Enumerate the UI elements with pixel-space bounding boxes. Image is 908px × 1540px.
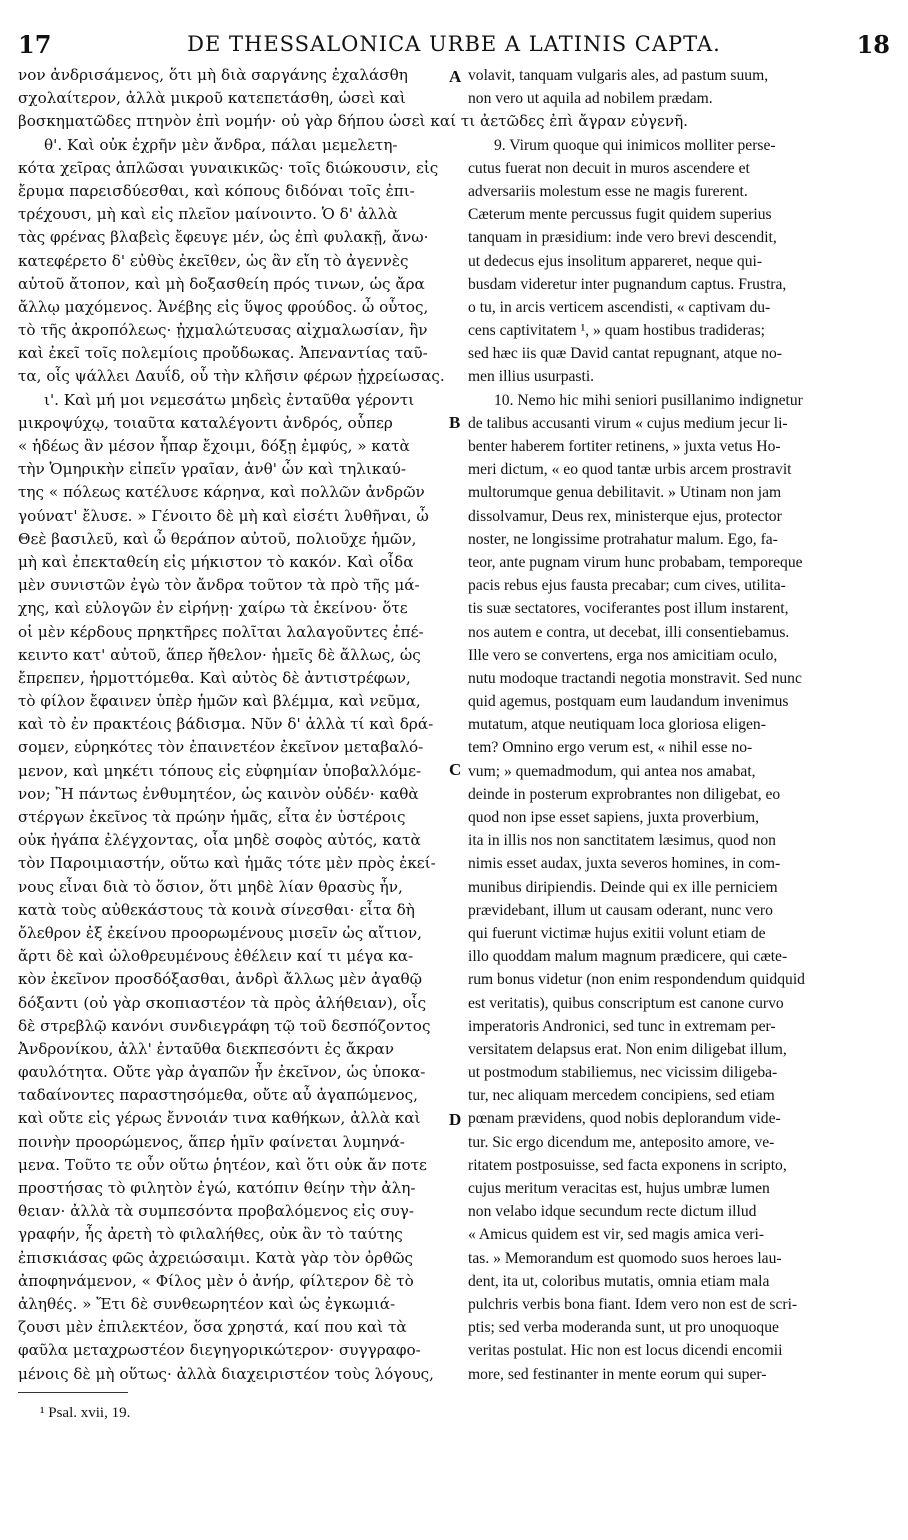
text-line: dent, ita ut, coloribus mutatis, omnia etiam mala [468, 1272, 770, 1290]
margin-marker-a: A [449, 67, 462, 86]
text-line: ut postmodum stabiliemus, nec vicissim diligeba- [468, 1064, 778, 1082]
text-line: τὸ φίλον ἔφαινεν ὑπὲρ ἡμῶν καὶ βλέμμα, καὶ νεῦμα, [18, 692, 421, 711]
text-line: men illius usurpasti. [468, 368, 595, 386]
page-number-right: 18 [856, 30, 890, 59]
text-line: multorumque genua debilitavit. » Utinam non jam [468, 484, 782, 502]
text-line: καὶ ἐκεῖ τοῖς πολεμίοις προὔδωκας. Ἀπεναντίας ταῦ- [18, 344, 428, 363]
text-line: Θεὲ βασιλεῦ, καὶ ὦ θεράπον αὐτοῦ, πολιοῦχε ἡμῶν, [18, 529, 417, 548]
text-line: qui fuerunt victimæ hujus exitii volunt etiam de [468, 924, 766, 942]
text-line: o tu, in arcis verticem ascendisti, « captivam du- [468, 298, 771, 316]
text-line: non vero ut aquila ad nobilem prædam. [468, 90, 713, 108]
text-line: οὐκ ἠγάπα ἐλέγχοντας, οἷα μηδὲ σοφὸς αὐτός, κατὰ [18, 831, 421, 850]
text-line: illo quoddam malum magnum prædicere, qui cæte- [468, 948, 788, 966]
text-line: cutus fuerat non decuit in muros ascendere et [468, 159, 750, 177]
text-line: rum bonus videtur (non enim respondendum quidquid [468, 971, 805, 989]
text-line: busdam videretur inter pugnandum captus. Frustra, [468, 275, 787, 293]
text-line: tis suæ sectatores, vociferantes post illum instarent, [468, 600, 789, 618]
text-line: pœnam prævidens, quod nobis deplorandum vide- [468, 1110, 781, 1128]
page-number-left: 17 [18, 30, 52, 59]
text-line: ut dedecus ejus insolitum appareret, neque qui- [468, 252, 763, 270]
footnote: ¹ Psal. xvii, 19. [40, 1405, 131, 1421]
text-line: vum; » quemadmodum, qui antea nos amabat, [468, 762, 756, 780]
text-line: mutatum, atque neutiquam loca gloriosa eligen- [468, 716, 766, 734]
margin-marker-c: C [449, 760, 462, 779]
text-line: τα, οἷς ψάλλει Δαυΐδ, οὗ τὴν κλῆσιν φέρων ᾐχρείωσας. [18, 367, 445, 386]
text-line: tur, nec aliquam mercedem concipiens, sed etiam [468, 1087, 775, 1105]
text-line: Cæterum mente percussus fugit quidem superius [468, 206, 772, 224]
text-line: μενον, καὶ μηκέτι τόπους εἰς εὐφημίαν ὑποβαλλόμε- [18, 761, 422, 780]
text-line: benter haberem fortiter retinens, » juxta vetus Ho- [468, 438, 781, 455]
text-line: prævidebant, illum ut causam oderant, nunc vero [468, 901, 773, 919]
text-line: ζουσι μὲν ἐπιλεκτέον, ὅσα χρηστά, καί που καὶ τὰ [18, 1318, 407, 1337]
text-line: γραφήν, ἧς ἀρετὴ τὸ φιλαλήθες, οὐκ ἂν τὸ ταύτης [18, 1225, 403, 1244]
text-line: pulchris verbis bona fiant. Idem vero non est de scri- [468, 1295, 798, 1313]
text-line: adversariis molestum esse ne magis furerent. [468, 182, 748, 200]
text-line: κειντο κατ' αὐτοῦ, ἅπερ ἤθελον· ἡμεῖς δὲ ἄλλως, ὡς [18, 645, 421, 664]
text-line: καὶ τὸ ἐν πρακτέοις βάδισμα. Νῦν δ' ἀλλὰ τί καὶ δρά- [18, 715, 434, 734]
text-line: ἔπρεπεν, ἡρμοττόμεθα. Καὶ αὐτὸς δὲ ἀντιστρέφων, [18, 668, 411, 687]
latin-text-column [468, 64, 896, 1386]
text-line: tanquam in præsidium: inde vero brevi descendit, [468, 229, 777, 247]
text-line: nos autem e contra, ut decebat, illi consentiebamus. [468, 623, 790, 641]
text-line: sed hæc iis quæ David cantat repugnant, atque no- [468, 345, 782, 363]
text-line: ritatem postposuisse, sed facta exponens in scripto, [468, 1156, 787, 1174]
text-line: ἀποφηνάμενον, « Φίλος μὲν ὁ ἀνήρ, φίλτερον δὲ τὸ [18, 1271, 414, 1290]
text-line: της « πόλεως κατέλυσε κάρηνα, καὶ πολλῶν ἀνδρῶν [18, 483, 425, 502]
text-line: αὐτοῦ ἄτοπον, καὶ μὴ δοξασθείη πρός τινων, ὡς ἄρα [18, 274, 425, 293]
text-line: στέργων ἐκεῖνος τὰ πρώην ἡμᾶς, εἶτα ἐν ὑστέροις [18, 808, 406, 826]
text-line: versitatem delapsus erat. Non enim diligebat illum, [468, 1040, 787, 1058]
text-line: non velabo idque secundum recte dictum illud [468, 1203, 757, 1221]
text-line: veritas postulat. Hic non est locus dicendi encomii [468, 1342, 783, 1360]
text-line: tem? Omnino ergo verum est, « nihil esse no- [468, 739, 753, 757]
margin-marker-d: D [449, 1110, 462, 1129]
text-line: σχολαίτερον, ἀλλὰ μικροῦ κατεπετάσθη, ὡσεὶ καὶ [18, 89, 406, 108]
text-line: προστήσας τὸ φιλητὸν ἐγώ, κατόπιν θείην τὴν ἀλη- [18, 1179, 416, 1197]
text-line: nutu modoque tractandi negotia monstravit. Sed nunc [468, 669, 802, 687]
text-line: κότα χεῖρας ἁπλῶσαι γυναικικῶς· τοῖς διώκουσιν, εἰς [18, 158, 439, 177]
text-line: μὴ καὶ ἐπεκταθείη εἰς μήκιστον τὸ κακόν. Καὶ οἶδα [18, 552, 414, 571]
text-line: est veritatis), quibus conscriptum est canone curvo [468, 994, 784, 1012]
text-line: μένοις δὲ μὴ οὕτως· ἀλλὰ διαχειριστέον τοὺς λόγους, [18, 1364, 435, 1383]
text-line: 9. Virum quoque qui inimicos molliter perse- [494, 136, 776, 154]
text-line [468, 110, 896, 133]
text-line: τὸ τῆς ἀκροπόλεως· ᾐχμαλώτευσας αἰχμαλωσίαν, ἣν [18, 321, 428, 340]
text-line: de talibus accusanti virum « cujus medium jecur li- [468, 414, 788, 432]
text-line: tas. » Memorandum est quomodo suos heroes lau- [468, 1249, 782, 1267]
text-line: χης, καὶ εὐλογῶν ἐν εἰρήνῃ· χαίρω τὰ ἐκείνου· ὅτε [18, 599, 408, 618]
text-line: μὲν συνιστῶν ἐγὼ τὸν ἄνδρα τοῦτον τὰ πρὸ τῆς μά- [18, 576, 420, 595]
text-line: « Amicus quidem est vir, sed magis amica veri- [468, 1226, 765, 1244]
text-line: ταδαίνοντες παραστησόμεθα, οὔτε αὖ ἀγαπώμενος, [18, 1086, 419, 1105]
text-line: Ἀνδρονίκου, ἀλλ' ἐνταῦθα διεκπεσόντι ἐς ἄκραν [18, 1039, 395, 1058]
text-line: 10. Nemo hic mihi seniori pusillanimo indignetur [494, 391, 803, 409]
footnote-rule [18, 1392, 128, 1393]
text-line: « ἡδέως ἂν μέσον ἧπαρ ἔχοιμι, δόξῃ ἐμφύς, » κατὰ [18, 437, 410, 455]
text-line: cens captivitatem ¹, » quam hostibus tradideras; [468, 322, 765, 340]
text-line: ι'. Καὶ μή μοι νεμεσάτω μηδεὶς ἐνταῦθα γέροντι [44, 390, 415, 409]
text-line: καὶ οὔτε εἰς γέρως ἔννοιάν τινα καθήκων, ἀλλὰ καὶ [18, 1109, 421, 1128]
text-line: τὰς φρένας βλαβεὶς ἔφευγε μέν, ὡς ἐπὶ φυλακῇ, ἄνω· [18, 228, 429, 247]
text-line: meri dictum, « eo quod tantæ urbis arcem prostravit [468, 461, 792, 479]
text-line: munibus diripiendis. Deinde qui ex ille perniciem [468, 878, 778, 896]
text-line: νον; Ἢ πάντως ἐνθυμητέον, ὡς καινὸν οὐδέν· καθὰ [18, 784, 419, 803]
text-line: cujus meritum veracitas est, hujus umbræ lumen [468, 1180, 770, 1197]
text-line: teor, ante pugnam virum hunc probabam, temporeque [468, 553, 803, 571]
text-line: noster, ne longissime protrahatur malum. Ego, fa- [468, 530, 778, 548]
text-line: more, sed festinanter in mente eorum qui super- [468, 1365, 767, 1383]
text-line: βοσκηματῶδες πτηνὸν ἐπὶ νομήν· οὐ γὰρ δήπου ὡσεὶ καί τι ἀετῶδες ἐπὶ ἄγραν εὐγενῆ. [18, 112, 689, 131]
text-line: θειαν· ἀλλὰ τὰ συμπεσόντα προβαλόμενος εἰς συγ- [18, 1202, 415, 1221]
text-line: ἄλλῳ μαχόμενος. Ἀνέβης εἰς ὕψος φρούδος. ὦ οὗτος, [18, 297, 429, 316]
text-line: οἱ μὲν κέρδους πρηκτῆρες πολῖται λαλαγοῦντες ἐπέ- [18, 622, 424, 641]
text-line: ἔρυμα παρεισδύεσθαι, καὶ κόπους διδόναι τοῖς ἐπι- [18, 181, 415, 200]
text-line: ἀληθές. » Ἔτι δὲ συνθεωρητέον καὶ ὡς ἐγκωμιά- [18, 1294, 396, 1313]
text-line: νον ἀνδρισάμενος, ὅτι μὴ διὰ σαργάνης ἐχαλάσθη [18, 66, 408, 84]
text-line: τὸν Παροιμιαστήν, οὕτω καὶ ἡμᾶς τότε μὲν πρὸς ἐκεί- [18, 854, 436, 873]
text-line: δόξαντι (οὐ γὰρ σκοπιαστέον τὰ πρὸς ἀλήθειαν), οἷς [18, 993, 427, 1012]
text-line: quid agemus, postquam eum laudandum invenimus [468, 693, 789, 711]
text-line: τὴν Ὁμηρικὴν εἰπεῖν γραῖαν, ἀνθ' ὧν καὶ τηλικαύ- [18, 460, 406, 479]
text-line: tur. Sic ergo dicendum me, anteposito amore, ve- [468, 1133, 775, 1151]
text-line: nimis esset audax, juxta severos homines, in com- [468, 855, 781, 873]
text-line: dissolvamur, Deus rex, ministerque ejus, protector [468, 507, 782, 525]
text-line: imperatoris Andronici, sed tunc in extremam per- [468, 1017, 776, 1035]
text-line: deinde in posterum exprobrantes non diligebat, eo [468, 785, 781, 803]
text-line: quod non ipse esset sapiens, juxta proverbium, [468, 809, 760, 826]
text-line: κατὰ τοὺς αὐθεκάστους τὰ κοινὰ σίνεσθαι· εἶτα δὴ [18, 900, 415, 919]
text-line: ita in illis nos non sanctitatem læsimus, quod non [468, 832, 776, 850]
text-line: μενα. Τοῦτο τε οὖν οὕτω ῥητέον, καὶ ὅτι οὐκ ἄν ποτε [18, 1155, 427, 1174]
text-line: volavit, tanquam vulgaris ales, ad pastum suum, [468, 67, 769, 84]
text-line: φαυλότητα. Οὔτε γὰρ ἀγαπῶν ἦν ἐκεῖνον, ὡς ὑποκα- [18, 1063, 426, 1082]
margin-marker-b: B [449, 413, 461, 432]
text-line: φαῦλα μεταχρωστέον διεγηγορικώτερον· συγγραφο- [18, 1341, 421, 1360]
text-line: νους εἶναι διὰ τὸ ὅσιον, ὅτι μηδὲ λίαν θρασὺς ἦν, [18, 877, 403, 896]
text-line: μικροψύχῳ, τοιαῦτα καταλέγοντι ἀνδρός, οὗπερ [18, 413, 393, 432]
text-line: ὄλεθρον ἐξ ἐκείνου προορωμένους μισεῖν ὡς αἴτιον, [18, 923, 422, 942]
text-line: θ'. Καὶ οὐκ ἐχρῆν μὲν ἄνδρα, πάλαι μεμελετη- [44, 135, 398, 154]
text-line: τρέχουσι, μὴ καὶ εἰς πλεῖον μαίνοιντο. Ὁ δ' ἀλλὰ [18, 205, 398, 224]
text-line: ptis; sed verba moderanda sunt, ut pro unoquoque [468, 1319, 779, 1337]
running-title: DE THESSALONICA URBE A LATINIS CAPTA. [187, 32, 721, 56]
text-line: κὸν ἐκεῖνον προσδόξασθαι, ἀνδρὶ ἄλλως μὲν ἀγαθῷ [18, 970, 423, 989]
text-line: κατεφέρετο δ' εὐθὺς ἐκεῖθεν, ὡς ἂν εἴη τὸ ἀγεννὲς [18, 251, 409, 270]
text-line: ἄρτι δὲ καὶ ὠλοθρευμένους ἐθέλειν καί τι μέγα κα- [18, 947, 414, 966]
text-line: ἐπισκιάσας φῶς ἀχρειώσαιμι. Κατὰ γὰρ τὸν ὀρθῶς [18, 1248, 414, 1267]
text-line: γούνατ' ἔλυσε. » Γένοιτο δὲ μὴ καὶ εἰσέτι λυθῆναι, ὦ [18, 506, 429, 525]
text-line: Ille vero se convertens, erga nos amicitiam oculo, [468, 646, 778, 664]
text-line: δὲ στρεβλῷ κανόνι συνδιεγράφη τῷ τοῦ δεσπόζοντος [18, 1016, 431, 1035]
text-line: σομεν, εὑρηκότες τὸν ἐπαινετέον ἐκεῖνον μεταβαλό- [18, 738, 424, 757]
page-header [18, 30, 890, 60]
text-line: ποινὴν προορώμενος, ἅπερ ἡμῖν φαίνεται λυμηνά- [18, 1132, 405, 1151]
text-line: pacis rebus ejus fausta precabar; cum cives, utilita- [468, 577, 786, 595]
